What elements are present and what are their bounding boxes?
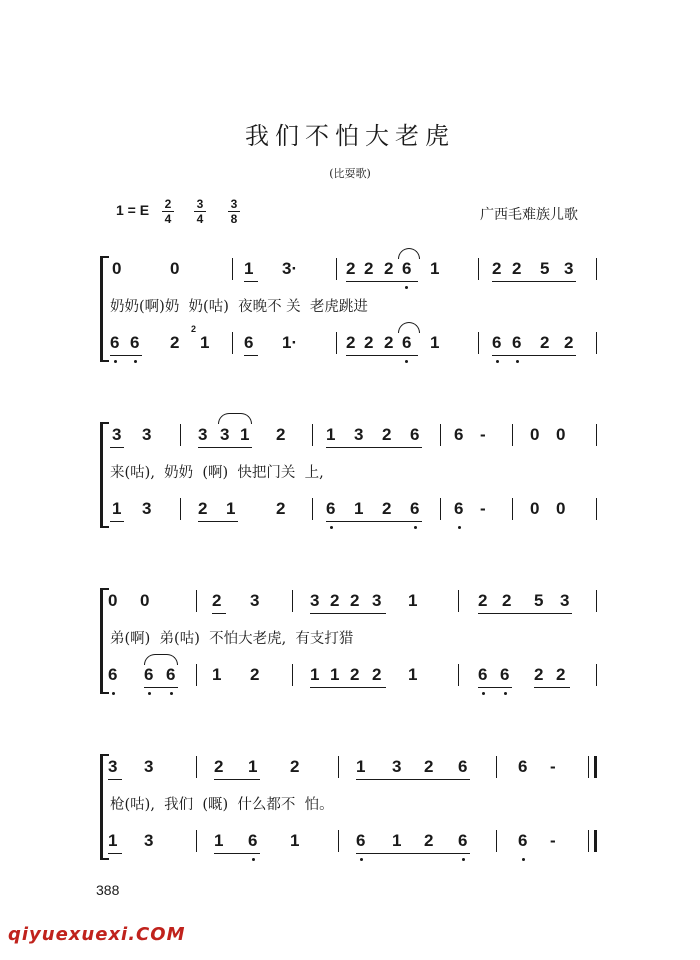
note: - (480, 425, 486, 444)
note: 6 (244, 333, 254, 352)
barline (596, 664, 597, 686)
system-2 (0, 422, 700, 532)
barline (512, 424, 513, 446)
note: 1· (282, 333, 298, 352)
beam (534, 687, 570, 688)
system-4 (0, 754, 700, 864)
beam (214, 853, 260, 854)
low-dot (522, 858, 525, 861)
beam (478, 613, 572, 614)
note: 1 (244, 259, 254, 278)
key-signature: 1 = E (116, 202, 150, 218)
note: 6 (454, 425, 464, 444)
low-dot (482, 692, 485, 695)
note: 2 (540, 333, 550, 352)
barline (440, 498, 441, 520)
note: 0 (108, 591, 118, 610)
note: 2 (214, 757, 224, 776)
beam (108, 779, 122, 780)
note: 2 (382, 425, 392, 444)
slur (398, 248, 420, 259)
low-dot (405, 360, 408, 363)
low-dot (134, 360, 137, 363)
barline (596, 590, 597, 612)
low-dot (112, 692, 115, 695)
beam (198, 447, 252, 448)
note: 2 (346, 259, 356, 278)
note: 6 (130, 333, 140, 352)
note: 1 (326, 425, 336, 444)
slur (218, 413, 252, 424)
note: 1 (212, 665, 222, 684)
note: 2 (502, 591, 512, 610)
note: 2 (564, 333, 574, 352)
note: 2 (424, 757, 434, 776)
system-3 (0, 588, 700, 698)
barline (512, 498, 513, 520)
note: 6 (108, 665, 118, 684)
note: 3 (220, 425, 230, 444)
barline (292, 590, 293, 612)
barline (478, 332, 479, 354)
note: 2 (424, 831, 434, 850)
note: 6 (512, 333, 522, 352)
note: 1 (108, 831, 118, 850)
note: 5 (534, 591, 544, 610)
note: 6 (144, 665, 154, 684)
beam (212, 613, 226, 614)
beam (346, 281, 418, 282)
beam (108, 853, 122, 854)
note: 2 (364, 333, 374, 352)
note: 6 (500, 665, 510, 684)
note: 6 (356, 831, 366, 850)
note: 3 (564, 259, 574, 278)
note: 3 (250, 591, 260, 610)
barline (596, 498, 597, 520)
barline (338, 756, 339, 778)
low-dot (405, 286, 408, 289)
note: 3 (144, 831, 154, 850)
low-dot (414, 526, 417, 529)
note: 6 (458, 757, 468, 776)
note: 6 (454, 499, 464, 518)
beam (110, 355, 142, 356)
barline (196, 756, 197, 778)
note: 2 (512, 259, 522, 278)
note: 1 (354, 499, 364, 518)
note: 6 (326, 499, 336, 518)
note: 2 (170, 333, 180, 352)
low-dot (252, 858, 255, 861)
note: 0 (530, 499, 540, 518)
barline (458, 590, 459, 612)
watermark: qiyuexuexi.COM (8, 924, 186, 945)
final-barline (588, 830, 597, 852)
beam (198, 521, 238, 522)
barline (596, 258, 597, 280)
meter-1: 2 4 (160, 198, 176, 225)
system-bracket (100, 422, 109, 528)
low-dot (170, 692, 173, 695)
note: 3 (142, 425, 152, 444)
note: 6 (402, 333, 412, 352)
song-source: 广西毛难族儿歌 (480, 207, 578, 223)
note: 3 (142, 499, 152, 518)
lyrics-line: 枪(咕), 我们 (嘅) 什么都不 怕。 (110, 797, 334, 813)
note: 2 (534, 665, 544, 684)
beam (356, 853, 470, 854)
beam (310, 687, 386, 688)
note: 1 (392, 831, 402, 850)
note: 2 (372, 665, 382, 684)
barline (196, 664, 197, 686)
song-subtitle: (比耍歌) (329, 167, 371, 180)
beam (110, 447, 124, 448)
song-title: 我们不怕大老虎 (245, 122, 455, 150)
note: 3 (108, 757, 118, 776)
barline (196, 830, 197, 852)
note: 3 (112, 425, 122, 444)
beam (144, 687, 178, 688)
barline (496, 756, 497, 778)
low-dot (462, 858, 465, 861)
beam (110, 521, 124, 522)
beam (214, 779, 260, 780)
barline (496, 830, 497, 852)
beam (326, 521, 422, 522)
lyrics-line: 奶奶(啊)奶 奶(咕) 夜晚不 关 老虎跳进 (110, 299, 368, 315)
barline (338, 830, 339, 852)
note: 0 (140, 591, 150, 610)
note: 1 (240, 425, 250, 444)
note: 2 (250, 665, 260, 684)
note: 2 (212, 591, 222, 610)
meter-2: 3 4 (192, 198, 208, 225)
barline (596, 332, 597, 354)
barline (180, 498, 181, 520)
beam (492, 281, 576, 282)
low-dot (504, 692, 507, 695)
slur (398, 322, 420, 333)
beam (356, 779, 470, 780)
beam (326, 447, 422, 448)
note: 2 (198, 499, 208, 518)
meter-3: 3 8 (226, 198, 242, 225)
note: 1 (290, 831, 300, 850)
note: 0 (112, 259, 122, 278)
note: 3 (198, 425, 208, 444)
note: 6 (478, 665, 488, 684)
note: 2 (384, 333, 394, 352)
beam (310, 613, 386, 614)
note: 2 (350, 591, 360, 610)
note: 3 (392, 757, 402, 776)
note: 1 (356, 757, 366, 776)
note: 6 (492, 333, 502, 352)
note: 1 (330, 665, 340, 684)
barline (196, 590, 197, 612)
note: 2 (478, 591, 488, 610)
note: 6 (458, 831, 468, 850)
note: 2 (290, 757, 300, 776)
barline (232, 258, 233, 280)
note: 6 (518, 757, 528, 776)
note: 3· (282, 259, 298, 278)
note: 1 (430, 333, 440, 352)
note: 1 (248, 757, 258, 776)
barline (478, 258, 479, 280)
note: 3 (310, 591, 320, 610)
slur (144, 654, 178, 665)
note: 6 (410, 499, 420, 518)
barline (596, 424, 597, 446)
note: 0 (530, 425, 540, 444)
note: 3 (560, 591, 570, 610)
note: 5 (540, 259, 550, 278)
note: 6 (518, 831, 528, 850)
note: - (550, 757, 556, 776)
barline (440, 424, 441, 446)
low-dot (330, 526, 333, 529)
note: 2 (382, 499, 392, 518)
grace-note: 2 (191, 324, 197, 334)
note: 1 (112, 499, 122, 518)
barline (232, 332, 233, 354)
note: 2 (276, 499, 286, 518)
note: 3 (144, 757, 154, 776)
note: 2 (492, 259, 502, 278)
beam (244, 355, 258, 356)
low-dot (458, 526, 461, 529)
note: 2 (384, 259, 394, 278)
barline (336, 258, 337, 280)
note: 0 (556, 425, 566, 444)
note: 0 (556, 499, 566, 518)
note: 6 (166, 665, 176, 684)
low-dot (496, 360, 499, 363)
note: 2 (276, 425, 286, 444)
lyrics-line: 来(咕), 奶奶 (啊) 快把门关 上, (110, 465, 324, 481)
note: 1 (226, 499, 236, 518)
system-bracket (100, 256, 109, 362)
note: 6 (402, 259, 412, 278)
note: 6 (248, 831, 258, 850)
low-dot (148, 692, 151, 695)
beam (478, 687, 512, 688)
page-number: 388 (96, 882, 120, 898)
barline (458, 664, 459, 686)
note: 6 (110, 333, 120, 352)
note: 1 (310, 665, 320, 684)
low-dot (360, 858, 363, 861)
note: 1 (430, 259, 440, 278)
note: 2 (350, 665, 360, 684)
barline (312, 498, 313, 520)
note: 1 (408, 665, 418, 684)
note: 2 (556, 665, 566, 684)
barline (336, 332, 337, 354)
barline (180, 424, 181, 446)
note: 2 (364, 259, 374, 278)
note: 1 (214, 831, 224, 850)
note: 3 (354, 425, 364, 444)
system-1 (0, 256, 700, 366)
note: 3 (372, 591, 382, 610)
final-barline (588, 756, 597, 778)
note: 1 (200, 333, 210, 352)
note: 0 (170, 259, 180, 278)
barline (292, 664, 293, 686)
low-dot (516, 360, 519, 363)
barline (312, 424, 313, 446)
note: 2 (330, 591, 340, 610)
beam (492, 355, 576, 356)
note: 6 (410, 425, 420, 444)
low-dot (114, 360, 117, 363)
beam (346, 355, 418, 356)
beam (244, 281, 258, 282)
note: - (550, 831, 556, 850)
lyrics-line: 弟(啊) 弟(咕) 不怕大老虎, 有支打猎 (110, 631, 354, 647)
note: 2 (346, 333, 356, 352)
note: 1 (408, 591, 418, 610)
note: - (480, 499, 486, 518)
